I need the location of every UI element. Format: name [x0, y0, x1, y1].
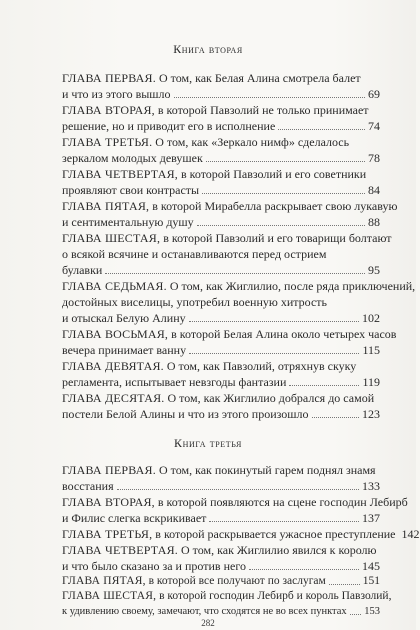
toc-entry	[62, 70, 380, 102]
chapter-title-line: и сентиментальную душу	[62, 215, 194, 229]
chapter-title-line: в которой появляются на сцене господин Лебирб	[157, 495, 408, 509]
page-number: 142	[401, 527, 420, 541]
chapter-label: ГЛАВА СЕДЬМАЯ.	[62, 279, 167, 293]
dot-leader	[206, 150, 365, 162]
chapter-title-line: и Филис слегка вскрикивает	[62, 511, 207, 525]
dot-leader	[350, 604, 362, 615]
chapter-title-line: в которой раскрывается ужасное преступление	[155, 527, 396, 541]
chapter-title-line: О том, как Жиглилио, после ряда приключений,	[169, 279, 416, 293]
toc-entry	[62, 462, 380, 494]
toc-entry	[62, 494, 408, 526]
dot-leader	[105, 262, 365, 274]
chapter-title-line: достойных виселицы, употребил военную хитрость	[62, 295, 328, 309]
dot-leader	[249, 558, 359, 570]
chapter-title-line: проявляют свои контрасты	[62, 183, 200, 197]
dot-leader	[174, 86, 365, 98]
toc-entry	[62, 589, 392, 619]
chapter-title-line: регламента, испытывает невзгоды фантазии	[62, 375, 287, 389]
page-number: 102	[362, 311, 380, 325]
dot-leader	[202, 182, 365, 194]
dot-leader	[189, 342, 359, 354]
page-number: 145	[362, 559, 380, 573]
chapter-title-line: и что было сказано за и против него	[62, 559, 246, 573]
chapter-title-line: О том, как покинутый гарем поднял знамя	[158, 463, 376, 477]
page-number: 123	[362, 407, 380, 421]
toc-entry	[62, 166, 380, 198]
toc-entry	[62, 326, 397, 358]
dot-leader	[117, 478, 359, 490]
chapter-title-line: и отыскал Белую Алину	[62, 311, 186, 325]
chapter-title-line: в которой все получают по заслугам	[148, 575, 326, 587]
toc-entry	[62, 542, 380, 574]
chapter-title-line: о всякой всячине и останавливаются перед острием	[62, 247, 327, 261]
chapter-title-line: и что из этого вышло	[62, 87, 171, 101]
chapter-label: ГЛАВА ДЕВЯТАЯ.	[62, 359, 164, 373]
chapter-label: ГЛАВА ПЯТАЯ,	[62, 199, 150, 213]
chapter-label: ГЛАВА ШЕСТАЯ,	[62, 590, 157, 602]
page-number: 119	[362, 375, 380, 389]
chapter-label: ГЛАВА ПЕРВАЯ.	[62, 71, 156, 85]
page-number: 88	[368, 215, 380, 229]
chapter-title-line: в которой Павзолий не только принимает	[157, 103, 369, 117]
chapter-label: ГЛАВА ТРЕТЬЯ,	[62, 527, 153, 541]
dot-leader	[329, 574, 360, 585]
dot-leader	[278, 118, 365, 130]
dot-leader	[289, 374, 359, 386]
chapter-title-line: в которой Белая Алина около четырех часов	[171, 327, 397, 341]
chapter-title-line: в которой Павзолий и его товарищи болтают	[163, 231, 392, 245]
page-number: 78	[368, 151, 380, 165]
dot-leader	[312, 406, 359, 418]
page-folio: 282	[201, 618, 215, 628]
dot-leader	[189, 310, 359, 322]
toc-entry	[62, 278, 416, 326]
page-number: 153	[364, 606, 380, 617]
chapter-title-line: в которой господин Лебирб и король Павзолий,	[159, 590, 392, 602]
book-heading: Книга третья	[174, 436, 242, 450]
chapter-label: ГЛАВА ВТОРАЯ,	[62, 495, 155, 509]
page-number: 151	[362, 575, 380, 587]
page-number: 74	[368, 119, 380, 133]
toc-entry	[62, 230, 392, 278]
toc-entry	[62, 358, 380, 390]
chapter-title-line: булавки	[62, 263, 103, 277]
toc-entry	[62, 134, 380, 166]
toc-entry	[62, 574, 380, 589]
toc-entry	[62, 526, 420, 542]
chapter-label: ГЛАВА ЧЕТВЕРТАЯ,	[62, 167, 178, 181]
chapter-title-line: вечера принимает ванну	[62, 343, 187, 357]
toc-entry	[62, 102, 380, 134]
page-number: 95	[368, 263, 380, 277]
chapter-label: ГЛАВА ВОСЬМАЯ,	[62, 327, 169, 341]
book-heading: Книга вторая	[173, 42, 243, 56]
chapter-label: ГЛАВА ПЯТАЯ,	[62, 575, 146, 587]
toc-entry	[62, 198, 398, 230]
chapter-title-line: О том, как Павзолий, отряхнув скуку	[166, 359, 357, 373]
page-number: 69	[368, 87, 380, 101]
chapter-title-line: решение, но и приводит его в исполнение	[62, 119, 276, 133]
chapter-title-line: О том, как «Зеркало нимф» сделалось	[155, 135, 350, 149]
chapter-title-line: к удивлению своему, замечают, что сходятся не во всех пунктах	[62, 606, 347, 617]
dot-leader	[209, 510, 359, 522]
chapter-label: ГЛАВА ШЕСТАЯ,	[62, 231, 161, 245]
chapter-title-line: О том, как Белая Алина смотрела балет	[158, 71, 361, 85]
chapter-label: ГЛАВА ДЕСЯТАЯ.	[62, 391, 165, 405]
chapter-label: ГЛАВА ВТОРАЯ,	[62, 103, 155, 117]
chapter-title-line: восстания	[62, 479, 114, 493]
chapter-title-line: О том, как Жиглилио добрался до самой	[167, 391, 375, 405]
chapter-title-line: в которой Мирабелла раскрывает свою лукавую	[152, 199, 398, 213]
chapter-title-line: постели Белой Алины и что из этого произошло	[62, 407, 309, 421]
chapter-title-line: О том, как Жиглилио явился к королю	[180, 543, 377, 557]
page-number: 137	[362, 511, 380, 525]
page-number: 133	[362, 479, 380, 493]
page-number: 84	[368, 183, 380, 197]
chapter-label: ГЛАВА ЧЕТВЕРТАЯ.	[62, 543, 178, 557]
chapter-title-line: зеркалом молодых девушек	[62, 151, 203, 165]
chapter-label: ГЛАВА ПЕРВАЯ.	[62, 463, 156, 477]
toc-entry	[62, 390, 380, 422]
page-number: 115	[362, 343, 380, 357]
chapter-label: ГЛАВА ТРЕТЬЯ.	[62, 135, 153, 149]
chapter-title-line: в которой Павзолий и его советники	[180, 167, 367, 181]
dot-leader	[197, 214, 365, 226]
